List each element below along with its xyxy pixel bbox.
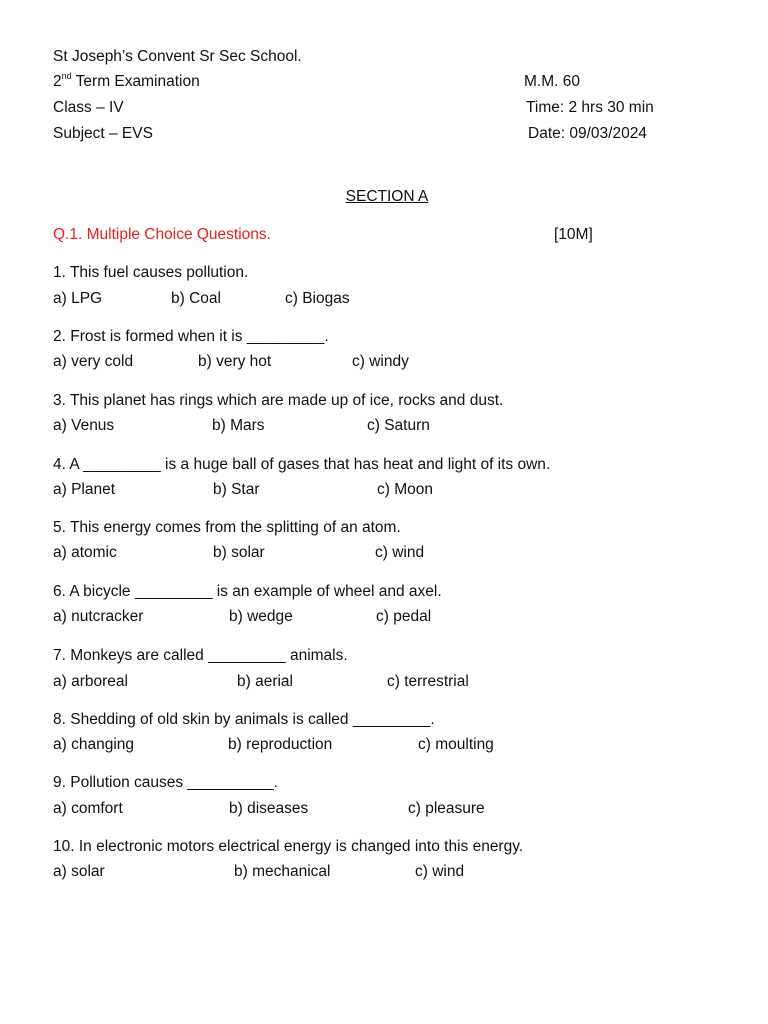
section-title: SECTION A <box>345 188 429 205</box>
option-c: c) windy <box>352 353 409 370</box>
option-a: a) arboreal <box>53 673 128 690</box>
question-text: 10. In electronic motors electrical energy is changed into this energy. <box>53 838 524 855</box>
option-c: c) Moon <box>377 481 433 498</box>
option-a: a) very cold <box>53 353 134 370</box>
option-a: a) comfort <box>53 800 123 817</box>
question-text: 5. This energy comes from the splitting of an atom. <box>53 519 401 536</box>
question-text: 8. Shedding of old skin by animals is called _________. <box>53 711 435 728</box>
exam-date: Date: 09/03/2024 <box>528 125 647 142</box>
option-b: b) diseases <box>229 800 309 817</box>
option-b: b) Star <box>213 481 260 498</box>
class-label: Class – IV <box>53 99 124 116</box>
exam-time: Time: 2 hrs 30 min <box>526 99 654 116</box>
option-b: b) mechanical <box>234 863 331 880</box>
marks-label: [10M] <box>554 226 593 243</box>
option-a: a) Planet <box>53 481 116 498</box>
option-a: a) atomic <box>53 544 117 561</box>
question-text: 4. A _________ is a huge ball of gases that has heat and light of its own. <box>53 456 551 473</box>
term-ordinal: 2 <box>53 73 62 90</box>
option-a: a) LPG <box>53 290 103 307</box>
question-text: 7. Monkeys are called _________ animals. <box>53 647 348 664</box>
option-b: b) solar <box>213 544 265 561</box>
school-name: St Joseph’s Convent Sr Sec School. <box>53 48 302 65</box>
option-c: c) wind <box>375 544 425 561</box>
option-a: a) solar <box>53 863 105 880</box>
option-c: c) Biogas <box>285 290 350 307</box>
question-text: 6. A bicycle _________ is an example of wheel and axel. <box>53 583 442 600</box>
option-c: c) moulting <box>418 736 494 753</box>
option-a: a) nutcracker <box>53 608 144 625</box>
option-c: c) Saturn <box>367 417 430 434</box>
term-suffix: nd <box>61 70 72 81</box>
option-b: b) Coal <box>171 290 221 307</box>
option-b: b) Mars <box>212 417 265 434</box>
option-a: a) changing <box>53 736 135 753</box>
option-b: b) reproduction <box>228 736 333 753</box>
question-text: 2. Frost is formed when it is _________. <box>53 328 329 345</box>
max-marks: M.M. 60 <box>524 73 580 90</box>
option-c: c) terrestrial <box>387 673 469 690</box>
option-a: a) Venus <box>53 417 115 434</box>
option-c: c) pedal <box>376 608 432 625</box>
subject-label: Subject – EVS <box>53 125 153 142</box>
option-b: b) aerial <box>237 673 293 690</box>
option-b: b) very hot <box>198 353 272 370</box>
term-rest: Term Examination <box>71 73 200 90</box>
question-text: 1. This fuel causes pollution. <box>53 264 249 281</box>
question-heading: Q.1. Multiple Choice Questions. <box>53 226 271 243</box>
option-b: b) wedge <box>229 608 293 625</box>
question-text: 9. Pollution causes __________. <box>53 774 278 791</box>
option-c: c) pleasure <box>408 800 485 817</box>
question-text: 3. This planet has rings which are made up of ice, rocks and dust. <box>53 392 504 409</box>
option-c: c) wind <box>415 863 465 880</box>
term-title <box>53 72 200 92</box>
